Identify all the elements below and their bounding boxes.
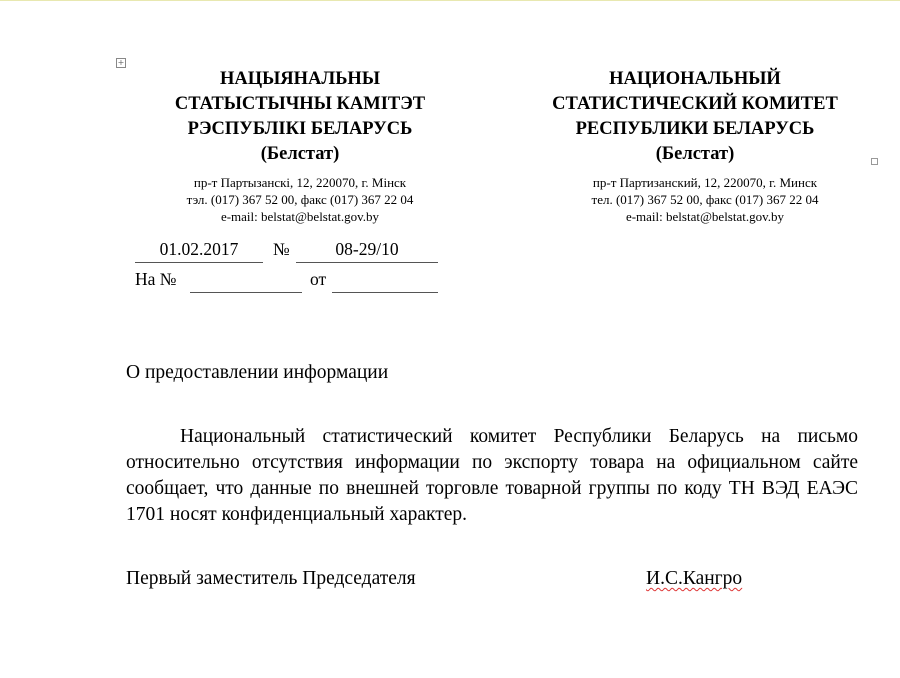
header-by-line: СТАТЫСТЫЧНЫ КАМІТЭТ — [174, 94, 426, 114]
header-belarusian-title — [130, 67, 470, 167]
signatory-position: Первый заместитель Председателя — [126, 568, 416, 589]
email-ru: e-mail: belstat@belstat.gov.by — [625, 209, 785, 224]
address-ru: пр-т Партизанский, 12, 220070, г. Минск — [592, 175, 818, 190]
header-ru-line: РЕСПУБЛИКИ БЕЛАРУСЬ — [575, 119, 815, 139]
header-by-line: РЭСПУБЛІКІ БЕЛАРУСЬ — [187, 119, 413, 139]
signatory-name: И.С.Кангро — [646, 568, 743, 589]
reference-number-label: На № — [135, 269, 177, 289]
address-by: пр-т Партызанскі, 12, 220070, г. Мінск — [193, 175, 407, 190]
phone-ru: тел. (017) 367 52 00, факс (017) 367 22 04 — [591, 192, 819, 207]
letter-body: Национальный статистический комитет Республики Беларусь на письмо относительно отсутствия информации по экспорту товара на официальном сайте сообщает, что данные по внешней торговле товарной группы по коду ТН ВЭД ЕАЭС 1701 носят конфиденциальный характер. — [126, 426, 858, 525]
header-ru-line: (Белстат) — [655, 144, 735, 164]
registration-date: 01.02.2017 — [135, 238, 263, 263]
header-ru-line: СТАТИСТИЧЕСКИЙ КОМИТЕТ — [552, 94, 838, 114]
reference-from-label: от — [310, 269, 327, 289]
letter-subject: О предоставлении информации — [126, 362, 389, 383]
address-block-belarusian — [140, 174, 460, 225]
reference-date-field — [332, 268, 438, 293]
table-move-handle-icon[interactable]: + — [117, 58, 125, 67]
email-by: e-mail: belstat@belstat.gov.by — [220, 209, 380, 224]
header-ru-line: НАЦИОНАЛЬНЫЙ — [609, 69, 781, 89]
header-by-line: (Белстат) — [260, 144, 340, 164]
page-top-border — [0, 0, 900, 1]
header-russian-title — [525, 67, 865, 167]
address-block-russian — [540, 174, 870, 225]
resize-handle-icon[interactable] — [871, 158, 878, 165]
registration-number-sign: № — [273, 239, 290, 259]
phone-by: тэл. (017) 367 52 00, факс (017) 367 22 04 — [186, 192, 414, 207]
header-by-line: НАЦЫЯНАЛЬНЫ — [220, 69, 380, 89]
registration-number: 08-29/10 — [296, 238, 438, 263]
reference-number-field — [190, 268, 302, 293]
